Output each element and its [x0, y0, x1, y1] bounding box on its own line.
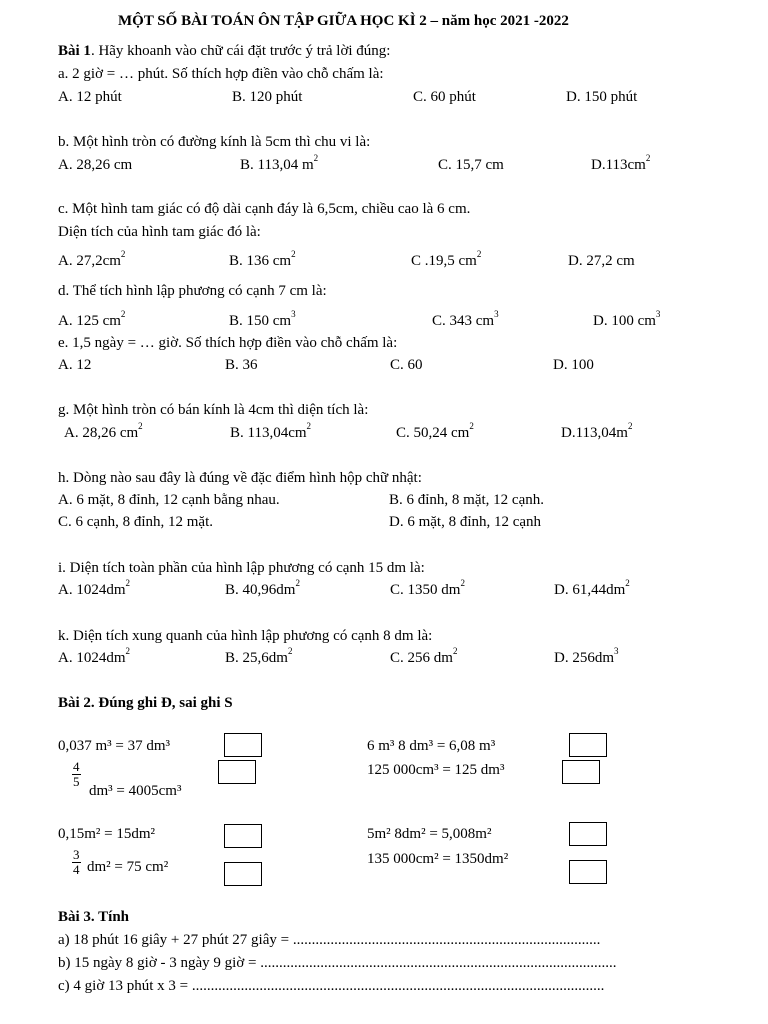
calc-c: c) 4 giờ 13 phút x 3 = .............................................................................................................. [58, 978, 605, 994]
question-h: h. Dòng nào sau đây là đúng về đặc điểm hình hộp chữ nhật: [58, 470, 422, 486]
calc-a: a) 18 phút 16 giây + 27 phút 27 giây = .................................................................................. [58, 932, 601, 948]
question-c-line1: c. Một hình tam giác có độ dài cạnh đáy là 6,5cm, chiều cao là 6 cm. [58, 201, 471, 217]
option-e-C: C. 60 [390, 357, 423, 373]
option-g-C: C. 50,24 $cm^2$ [396, 421, 474, 441]
option-c-D: D. 27,2 cm [568, 253, 635, 269]
option-d-C: C. 343 $cm^3$ [432, 309, 499, 329]
option-d-A: A. 125 $cm^2$ [58, 309, 126, 329]
statement-6: dm² = 75 cm² [87, 859, 169, 875]
question-g: g. Một hình tròn có bán kính là 4cm thì diện tích là: [58, 402, 369, 418]
option-d-D: D. 100 $cm^3$ [593, 309, 661, 329]
statement-5: 0,15m² = 15dm² [58, 826, 156, 842]
option-c-B: B. 136 $cm^2$ [229, 249, 296, 269]
option-i-B: B. $40,96dm^2$ [225, 578, 300, 598]
option-h-B: B. 6 đỉnh, 8 mặt, 12 cạnh. [389, 492, 544, 508]
bai1-instruction: . Hãy khoanh vào chữ cái đặt trước ý trả lời đúng: [90, 43, 391, 59]
answer-box-3[interactable] [569, 733, 607, 757]
statement-3: 6 m³ 8 dm³ = 6,08 m³ [367, 738, 496, 754]
statement-2: dm³ = 4005cm³ [89, 783, 182, 799]
answer-line-c[interactable]: .............................................................................................................. [191, 978, 605, 994]
bai1-label: Bài 1 [58, 43, 91, 59]
option-a-A: A. 12 phút [58, 89, 122, 105]
statement-7: 5m² 8dm² = 5,008m² [367, 826, 492, 842]
option-e-B: B. 36 [225, 357, 258, 373]
option-g-D: $D.113,04m^2$ [561, 421, 633, 441]
answer-box-7[interactable] [569, 822, 607, 846]
option-b-D: $D.113cm^2$ [591, 153, 651, 173]
bai2-heading: Bài 2. Đúng ghi Đ, sai ghi S [58, 695, 233, 711]
question-e: e. 1,5 ngày = … giờ. Số thích hợp điền vào chỗ chấm là: [58, 335, 398, 351]
option-g-A: A. 28,26 $cm^2$ [64, 421, 143, 441]
question-k: k. Diện tích xung quanh của hình lập phương có cạnh 8 dm là: [58, 628, 433, 644]
answer-box-1[interactable] [224, 733, 262, 757]
option-g-B: B. $113,04cm^2$ [230, 421, 312, 441]
option-h-D: D. 6 mặt, 8 đỉnh, 12 cạnh [389, 514, 542, 530]
option-a-D: D. 150 phút [566, 89, 638, 105]
answer-box-8[interactable] [569, 860, 607, 884]
question-c-line2: Diện tích của hình tam giác đó là: [58, 224, 261, 240]
option-a-C: C. 60 phút [413, 89, 476, 105]
fraction-3-4: $\frac{3}{4}$ [73, 847, 80, 877]
option-k-D: D. $256dm^3$ [554, 646, 619, 666]
option-h-A: A. 6 mặt, 8 đỉnh, 12 cạnh bằng nhau. [58, 492, 280, 508]
option-c-A: A. $27,2cm^2$ [58, 249, 126, 269]
answer-box-4[interactable] [562, 760, 600, 784]
option-k-C: C. 256 $dm^2$ [390, 646, 458, 666]
option-e-A: A. 12 [58, 357, 92, 373]
option-a-B: B. 120 phút [232, 89, 303, 105]
fraction-4-5: $\frac{4}{5}$ [73, 759, 80, 789]
calc-b: b) 15 ngày 8 giờ - 3 ngày 9 giờ = ............................................................................................... [58, 955, 617, 971]
question-i: i. Diện tích toàn phần của hình lập phương có cạnh 15 dm là: [58, 560, 425, 576]
option-h-C: C. 6 cạnh, 8 đỉnh, 12 mặt. [58, 514, 213, 530]
statement-8: 135 000cm² = 1350dm² [367, 851, 509, 867]
option-d-B: B. 150 $cm^3$ [229, 309, 296, 329]
option-b-C: C. 15,7 cm [438, 157, 504, 173]
question-b: b. Một hình tròn có đường kính là 5cm thì chu vi là: [58, 134, 371, 150]
question-a: a. 2 giờ = … phút. Số thích hợp điền vào chỗ chấm là: [58, 66, 384, 82]
option-b-A: A. 28,26 cm [58, 157, 133, 173]
statement-1: 0,037 m³ = 37 dm³ [58, 738, 171, 754]
page-title: MỘT SỐ BÀI TOÁN ÔN TẬP GIỮA HỌC KÌ 2 – năm học 2021 -2022 [118, 13, 569, 29]
option-i-D: D. $61,44dm^2$ [554, 578, 630, 598]
option-k-A: A. $1024dm^2$ [58, 646, 130, 666]
bai3-heading: Bài 3. Tính [58, 909, 130, 925]
option-i-C: C. 1350 $dm^2$ [390, 578, 465, 598]
statement-4: 125 000cm³ = 125 dm³ [367, 762, 505, 778]
option-b-B: B. 113,04 $m^2$ [240, 153, 319, 173]
answer-box-5[interactable] [224, 824, 262, 848]
question-d: d. Thể tích hình lập phương có cạnh 7 cm là: [58, 283, 327, 299]
option-i-A: A. $1024dm^2$ [58, 578, 130, 598]
option-c-C: C .19,5 $cm^2$ [411, 249, 482, 269]
bai1-heading [58, 42, 390, 60]
answer-box-6[interactable] [224, 862, 262, 886]
option-e-D: D. 100 [553, 357, 594, 373]
answer-line-a[interactable]: .................................................................................. [292, 932, 601, 948]
option-k-B: B. $25,6dm^2$ [225, 646, 293, 666]
answer-line-b[interactable]: ............................................................................................... [260, 955, 617, 971]
answer-box-2[interactable] [218, 760, 256, 784]
